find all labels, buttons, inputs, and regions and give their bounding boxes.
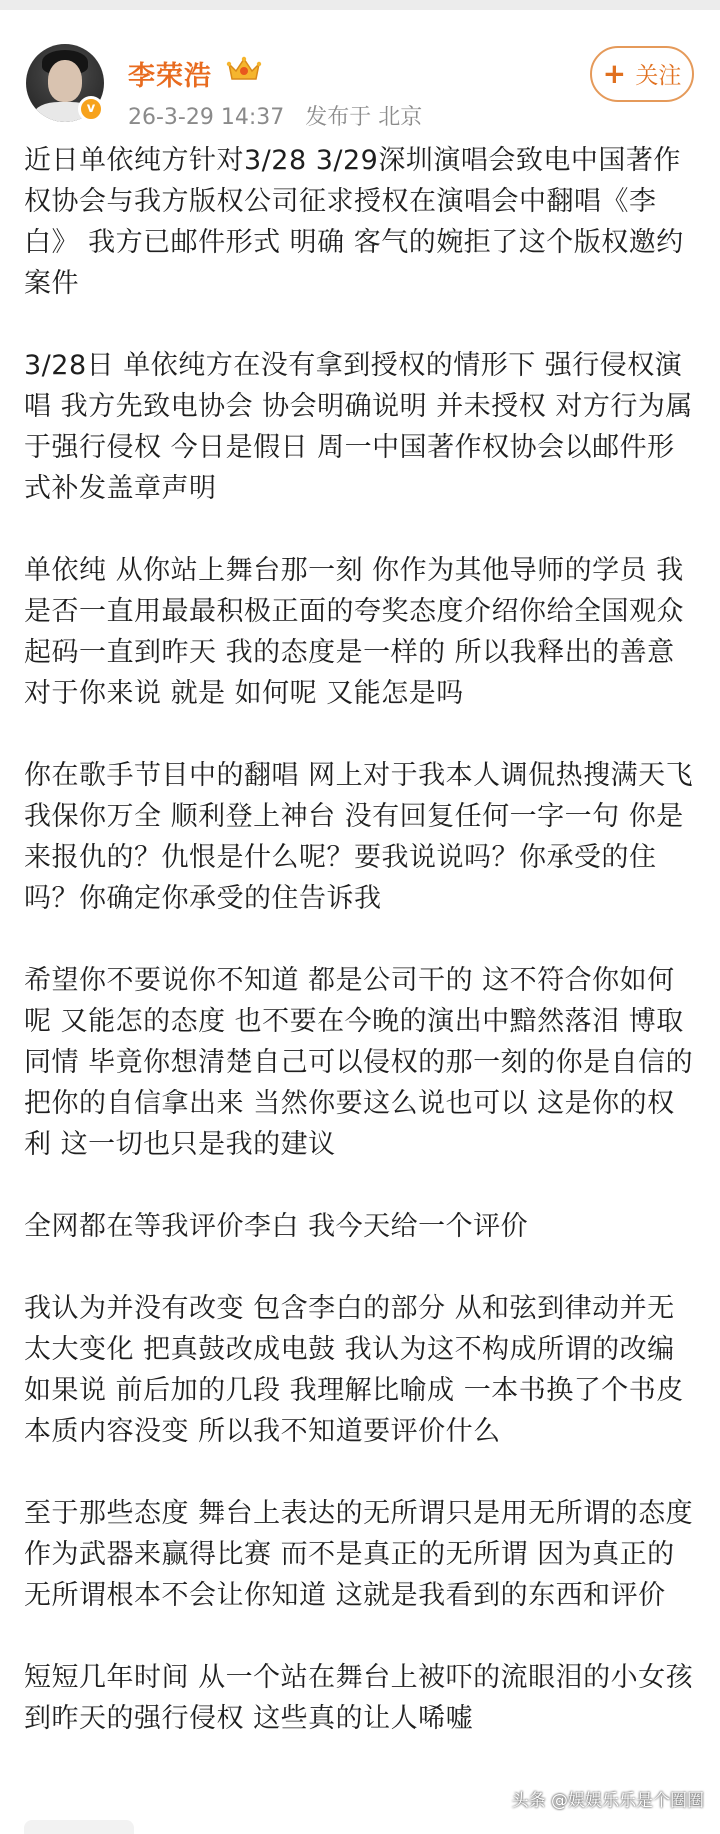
post-paragraph: 全网都在等我评价李白 我今天给一个评价 — [24, 1211, 529, 1242]
avatar-face — [48, 60, 82, 102]
author-name[interactable]: 李荣浩 — [128, 61, 212, 92]
plus-icon: + — [602, 57, 627, 90]
post-paragraph: 3/28日 单依纯方在没有拿到授权的情形下 强行侵权演唱 我方先致电协会 协会明确说明 并未授权 对方行为属于强行侵权 今日是假日 周一中国著作权协会以邮件形式补发盖章声明 — [24, 350, 693, 504]
crown-icon — [226, 54, 262, 84]
follow-button[interactable] — [590, 46, 694, 102]
post-paragraph: 短短几年时间 从一个站在舞台上被吓的流眼泪的小女孩 到昨天的强行侵权 这些真的让人唏嘘 — [24, 1662, 694, 1734]
post-paragraph: 近日单依纯方针对3/28 3/29深圳演唱会致电中国著作权协会与我方版权公司征求授权在演唱会中翻唱《李白》 我方已邮件形式 明确 客气的婉拒了这个版权邀约案件 — [24, 145, 684, 299]
post-meta — [128, 100, 436, 131]
top-strip — [0, 0, 720, 10]
attachment-preview — [24, 1820, 134, 1834]
post-header — [0, 10, 720, 130]
post-paragraph: 希望你不要说你不知道 都是公司干的 这不符合你如何呢 又能怎的态度 也不要在今晚的演出中黯然落泪 博取同情 毕竟你想清楚自己可以侵权的那一刻的你是自信的 把你的自信拿出来 当然你要这么说也可以 这是你的权利 这一切也只是我的建议 — [24, 965, 694, 1160]
verified-badge-icon: v — [78, 96, 104, 122]
post-paragraph: 单依纯 从你站上舞台那一刻 你作为其他导师的学员 我是否一直用最最积极正面的夸奖态度介绍你给全国观众 起码一直到昨天 我的态度是一样的 所以我释出的善意对于你来说 就是 如何呢 又能怎是吗 — [24, 555, 684, 709]
post-location: 发布于 北京 — [305, 105, 423, 130]
watermark: 头条 @娱娱乐乐是个圈圈 — [511, 1791, 704, 1811]
follow-label: 关注 — [635, 63, 682, 89]
post-paragraph: 你在歌手节目中的翻唱 网上对于我本人调侃热搜满天飞 我保你万全 顺利登上神台 没有回复任何一字一句 你是来报仇的？仇恨是什么呢？要我说说吗？你承受的住吗？你确定你承受的住告诉我 — [24, 760, 694, 914]
post-paragraph: 我认为并没有改变 包含李白的部分 从和弦到律动并无太大变化 把真鼓改成电鼓 我认为这不构成所谓的改编 如果说 前后加的几段 我理解比喻成 一本书换了个书皮 本质内容没变 所以我不知道要评价什么 — [24, 1293, 684, 1447]
post-content — [24, 140, 700, 1780]
post-paragraph: 至于那些态度 舞台上表达的无所谓只是用无所谓的态度作为武器来赢得比赛 而不是真正的无所谓 因为真正的无所谓根本不会让你知道 这就是我看到的东西和评价 — [24, 1498, 694, 1611]
post-timestamp: 26-3-29 14:37 — [128, 105, 285, 130]
